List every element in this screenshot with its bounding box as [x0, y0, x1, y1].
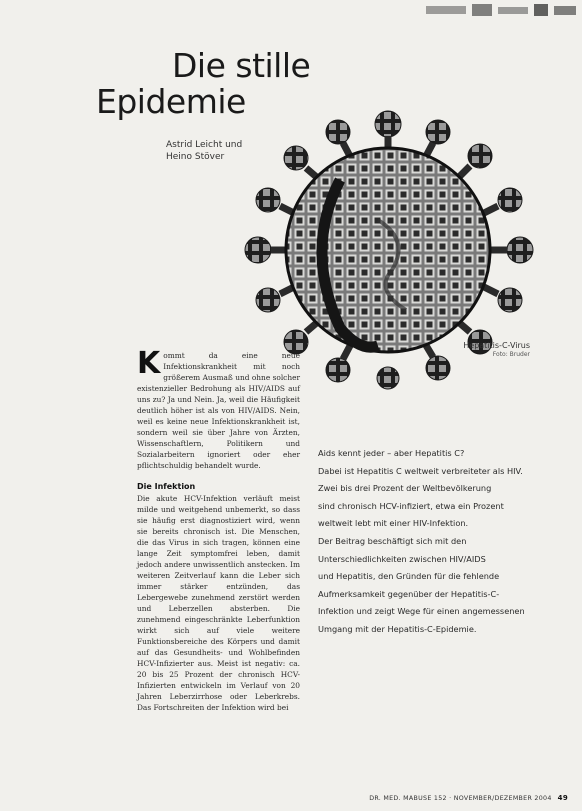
summary-line: weltweit lebt mit einer HIV-Infektion. [318, 518, 469, 529]
summary-line: Zwei bis drei Prozent der Weltbevölkerung [318, 483, 492, 494]
summary-line: Aufmerksamkeit gegenüber der Hepatitis-C- [318, 588, 500, 599]
figure-caption [463, 341, 530, 359]
author-line-2: Heino Stöver [166, 152, 225, 162]
title-line-2: Epidemie [96, 82, 246, 121]
section-paragraph: Die akute HCV-Infektion verläuft meist milde und weitgehend unbemerkt, so dass sie häufig erst diagnostiziert wird, wenn sie bereits chronisch ist. Die Menschen, die das Virus in sich tragen, können eine lange Zeit symptomfrei leben, damit jedoch andere unwissentlich anstecken. Im weiteren Zeitverlauf kann die Leber sich immer stärker entzünden, das Lebergewebe zunehmend zerstört werden und Leberzellen absterben. Die zunehmend eingeschränkte Leberfunktion wirkt sich auf viele weitere Funktionsbereiche des Körpers und damit auf das Gesundheits- und Wohlbefinden HCV-Infizierter aus. Meist ist negativ: ca. 20 bis 25 Prozent der chronisch HCV-Infizierten entwickeln im Verlauf von 20 Jahren Leberzirrhose oder Leberkrebs. Das Fortschreiten der Infektion wird bei [137, 494, 300, 712]
article-body-column [137, 346, 300, 713]
author-line-1: Astrid Leicht und [166, 140, 243, 150]
article-summary [318, 445, 566, 639]
title-line-1: Die stille [172, 46, 311, 85]
summary-line: Dabei ist Hepatitis C weltweit verbreiteter als HIV. [318, 465, 523, 476]
page-number: 49 [557, 794, 568, 802]
drop-cap: K [137, 346, 161, 381]
section-heading: Die Infektion [137, 482, 196, 491]
intro-text: ommt da eine neue Infektionskrankheit mit noch größerem Ausmaß und ohne solcher existenzieller Bedrohung als HIV/AIDS auf uns zu? Ja und Nein. Ja, weil die Häufigkeit deutlich höher ist als von HIV/AIDS. Nein, weil es keine neue Infektionskrankheit ist, sondern weil sie über Jahre von Ärzten, Wissenschaftlern, Politikern und Sozialarbeitern ignoriert oder eher pflichtschuldig behandelt wurde. [137, 351, 300, 470]
caption-text: Hepatitis-C-Virus [463, 341, 530, 350]
summary-line: Der Beitrag beschäftigt sich mit den [318, 535, 467, 546]
summary-line: Aids kennt jeder – aber Hepatitis C? [318, 448, 465, 458]
page-footer [369, 794, 568, 802]
summary-line: sind chronisch HCV-infiziert, etwa ein Prozent [318, 500, 504, 511]
summary-line: Unterschiedlichkeiten zwischen HIV/AIDS [318, 553, 486, 564]
photo-credit: Foto: Bruder [492, 351, 530, 358]
summary-line: Infektion und zeigt Wege für einen angemessenen [318, 606, 525, 617]
summary-line: Umgang mit der Hepatitis-C-Epidemie. [318, 623, 477, 634]
scan-artifact-mark [426, 2, 576, 18]
intro-paragraph [137, 346, 300, 471]
journal-issue: DR. MED. MABUSE 152 · NOVEMBER/DEZEMBER 2004 [369, 795, 552, 802]
summary-line: und Hepatitis, den Gründen für die fehlende [318, 571, 500, 582]
